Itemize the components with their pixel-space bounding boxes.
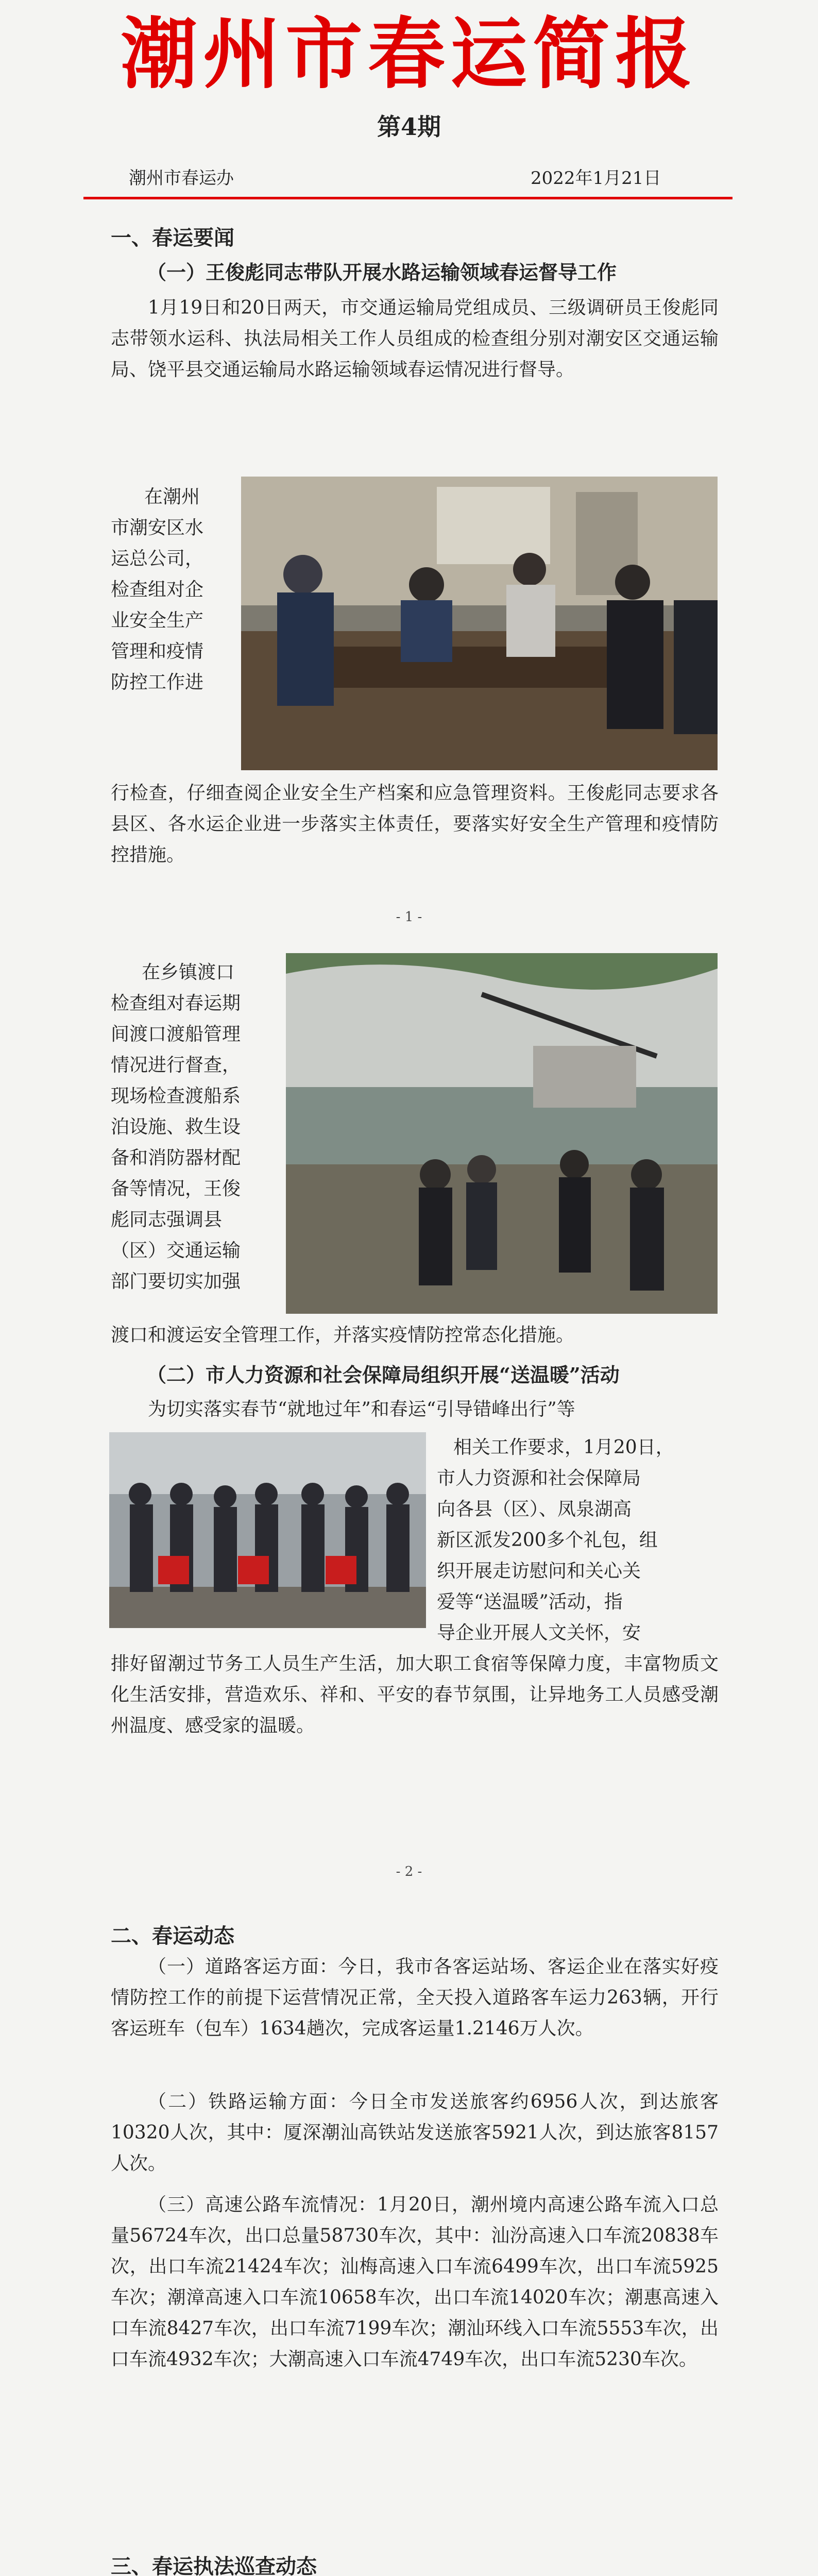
section-1-p2-line: 检查组对企 bbox=[111, 579, 204, 600]
inspection-office-photo bbox=[241, 477, 718, 770]
section-1-p3-line: 情况进行督查， bbox=[111, 1055, 241, 1076]
masthead-title: 潮州市春运简报 bbox=[120, 9, 697, 99]
section-1-p2-line: 在潮州 bbox=[144, 486, 200, 507]
road-transport-paragraph: （一）道路客运方面：今日，我市各客运站场、客运企业在落实好疫情防控工作的前提下运营情况正常，全天投入道路客车运力263辆，开行客运班车（包车）1634趟次，完成客运量1.2146万人次。 bbox=[111, 1956, 719, 2039]
section-1-paragraph-2-tail: 行检查，仔细查阅企业安全生产档案和应急管理资料。王俊彪同志要求各县区、各水运企业进一步落实主体责任，要落实好安全生产管理和疫情防控措施。 bbox=[111, 783, 719, 866]
section-1-p3-line: （区）交通运输 bbox=[111, 1240, 241, 1261]
section-3-title: 三、春运执法巡查动态 bbox=[111, 2554, 317, 2576]
section-1-p2-line: 业安全生产 bbox=[111, 610, 204, 631]
railway-paragraph: （二）铁路运输方面：今日全市发送旅客约6956人次，到达旅客10320人次，其中：厦深潮汕高铁站发送旅客5921人次，到达旅客8157人次。 bbox=[111, 2091, 719, 2174]
issue-date: 2022年1月21日 bbox=[531, 168, 661, 189]
section-1-p2-line: 运总公司， bbox=[111, 548, 204, 569]
section-1-p3-line: 泊设施、救生设 bbox=[111, 1116, 241, 1138]
section-1-p2-line: 管理和疫情 bbox=[111, 641, 204, 662]
ferry-inspection-photo bbox=[286, 953, 718, 1314]
section-1-p4-line: 导企业开展人文关怀，安 bbox=[437, 1622, 641, 1643]
page-number: - 1 - bbox=[396, 909, 422, 925]
section-1-paragraph-3-tail: 渡口和渡运安全管理工作，并落实疫情防控常态化措施。 bbox=[111, 1325, 575, 1346]
section-1-p4-line: 相关工作要求，1月20日， bbox=[453, 1437, 674, 1458]
issue-number: 第4期 bbox=[377, 113, 441, 141]
section-1-p4-line: 向各县（区）、凤泉湖高 bbox=[437, 1499, 632, 1520]
section-1-p2-line: 市潮安区水 bbox=[111, 517, 204, 538]
section-1-subtitle-2: （二）市人力资源和社会保障局组织开展“送温暖”活动 bbox=[147, 1363, 620, 1386]
section-1-paragraph-1: 1月19日和20日两天，市交通运输局党组成员、三级调研员王俊彪同志带领水运科、执法局相关工作人员组成的检查组分别对潮安区交通运输局、饶平县交通运输局水路运输领域春运情况进行督导。 bbox=[111, 297, 719, 380]
section-1-subtitle-1: （一）王俊彪同志带队开展水路运输领域春运督导工作 bbox=[147, 261, 617, 284]
section-1-p3-line: 在乡镇渡口 bbox=[142, 962, 235, 983]
section-1-p4-line: 爱等“送温暖”活动，指 bbox=[437, 1591, 623, 1613]
section-1-p4-line: 织开展走访慰问和关心关 bbox=[437, 1561, 641, 1582]
care-package-photo bbox=[109, 1432, 426, 1628]
page-number: - 2 - bbox=[396, 1864, 422, 1879]
expressway-paragraph: （三）高速公路车流情况：1月20日，潮州境内高速公路车流入口总量56724车次，出口总量58730车次，其中：汕汾高速入口车流20838车次，出口车流21424车次；汕梅高速入口车流6499车次，出口车流5925车次；潮漳高速入口车流10658车次，出口车流14020车次；潮惠高速入口车流8427车次，出口车流7199车次；潮汕环线入口车流5553车次，出口车流4932车次；大潮高速入口车流4749车次，出口车流5230车次。 bbox=[111, 2194, 719, 2370]
issuing-office: 潮州市春运办 bbox=[129, 168, 234, 189]
section-1-p3-line: 备等情况，王俊 bbox=[111, 1178, 241, 1199]
section-1-p3-line: 检查组对春运期 bbox=[111, 993, 241, 1014]
section-2-title: 二、春运动态 bbox=[111, 1924, 234, 1948]
masthead-red-rule bbox=[83, 197, 732, 199]
section-1-title: 一、春运要闻 bbox=[111, 226, 234, 250]
section-1-p2-line: 防控工作进 bbox=[111, 672, 204, 693]
section-1-p3-line: 彪同志强调县 bbox=[111, 1209, 223, 1230]
section-1-p3-line: 部门要切实加强 bbox=[111, 1271, 241, 1292]
section-1-p3-line: 间渡口渡船管理 bbox=[111, 1024, 241, 1045]
section-1-p3-line: 备和消防器材配 bbox=[111, 1147, 241, 1168]
section-1-paragraph-4-head: 为切实落实春节“就地过年”和春运“引导错峰出行”等 bbox=[148, 1399, 575, 1420]
section-1-paragraph-4-tail: 排好留潮过节务工人员生产生活，加大职工食宿等保障力度，丰富物质文化生活安排，营造欢乐、祥和、平安的春节氛围，让异地务工人员感受潮州温度、感受家的温暖。 bbox=[111, 1653, 719, 1736]
section-1-p4-line: 新区派发200多个礼包，组 bbox=[437, 1530, 658, 1551]
section-1-p3-line: 现场检查渡船系 bbox=[111, 1086, 241, 1107]
section-1-p4-line: 市人力资源和社会保障局 bbox=[437, 1468, 641, 1489]
